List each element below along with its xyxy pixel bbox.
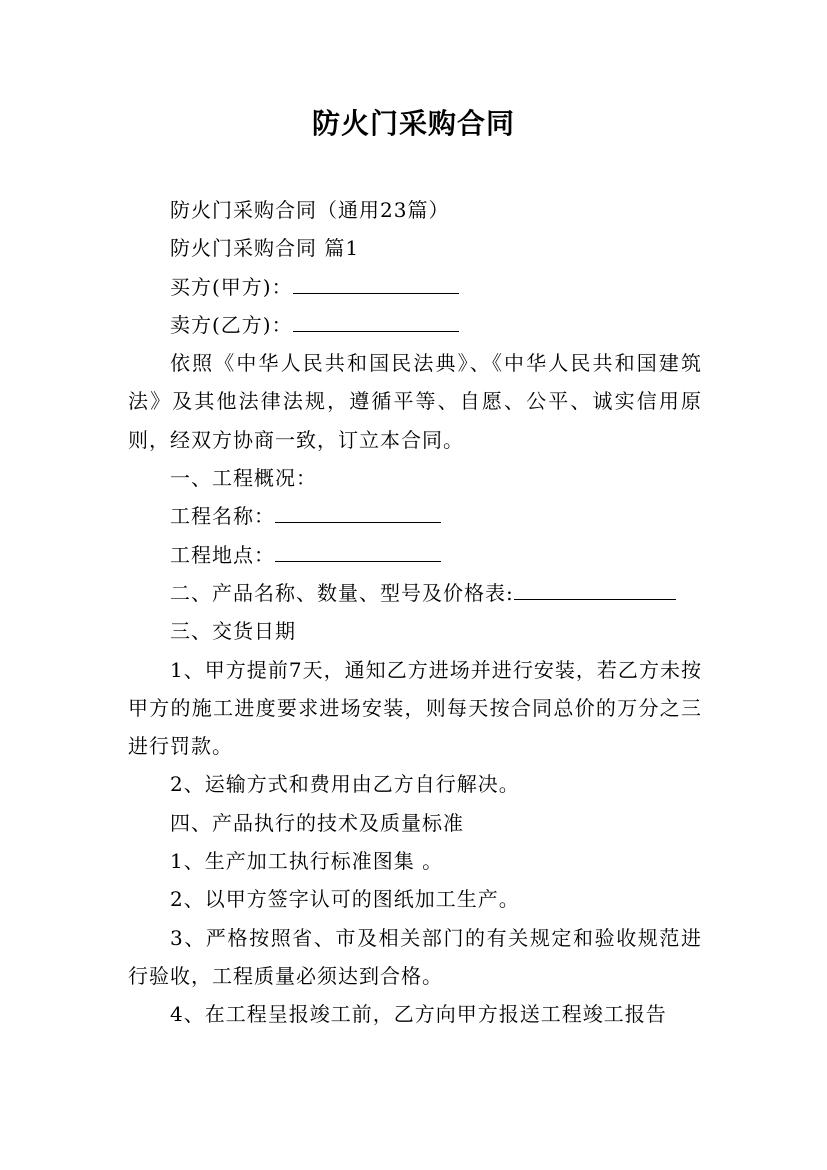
- document-title: 防火门采购合同: [311, 107, 515, 140]
- heading-project-overview: 一、工程概况：: [170, 466, 317, 491]
- buyer-blank-line: [293, 271, 459, 294]
- heading-technical-standards: 四、产品执行的技术及质量标准: [170, 810, 464, 835]
- product-table-label: 二、产品名称、数量、型号及价格表:: [170, 580, 514, 605]
- project-place-label: 工程地点：: [170, 542, 275, 567]
- paragraph-delivery-1: 1、甲方提前7天，通知乙方进场并进行安装，若乙方未按甲方的施工进度要求进场安装，则每天按合同总价的万分之三进行罚款。: [128, 657, 702, 759]
- paragraph-standard-1: 1、生产加工执行标准图集 。: [170, 849, 444, 874]
- paragraph-seller: [128, 306, 702, 344]
- paragraph-standard-2: 2、以甲方签字认可的图纸加工生产。: [170, 887, 520, 912]
- project-name-label: 工程名称：: [170, 504, 275, 529]
- paragraph-section-heading: 防火门采购合同 篇1: [170, 236, 360, 261]
- paragraph-standard-3: 3、严格按照省、市及相关部门的有关规定和验收规范进行验收，工程质量必须达到合格。: [128, 925, 702, 988]
- paragraph-delivery-2: 2、运输方式和费用由乙方自行解决。: [170, 772, 520, 797]
- paragraph-project-place: [128, 536, 702, 574]
- paragraph-basis: 依照《中华人民共和国民法典》、《中华人民共和国建筑法》及其他法律法规，遵循平等、自愿、公平、诚实信用原则，经双方协商一致，订立本合同。: [128, 351, 702, 452]
- paragraph-standard-4: 4、在工程呈报竣工前，乙方向甲方报送工程竣工报告: [170, 1002, 667, 1027]
- product-table-blank-line: [514, 577, 676, 600]
- buyer-label: 买方(甲方)：: [170, 274, 293, 299]
- paragraph-buyer: [128, 268, 702, 306]
- project-name-blank-line: [275, 500, 441, 523]
- seller-blank-line: [293, 309, 459, 332]
- seller-label: 卖方(乙方)：: [170, 312, 293, 337]
- heading-delivery-date: 三、交货日期: [170, 619, 296, 644]
- heading-product-table: [128, 574, 702, 612]
- project-place-blank-line: [275, 539, 441, 562]
- document-body: [128, 191, 702, 1034]
- paragraph-subtitle: 防火门采购合同（通用23篇）: [170, 198, 450, 222]
- paragraph-project-name: [128, 497, 702, 535]
